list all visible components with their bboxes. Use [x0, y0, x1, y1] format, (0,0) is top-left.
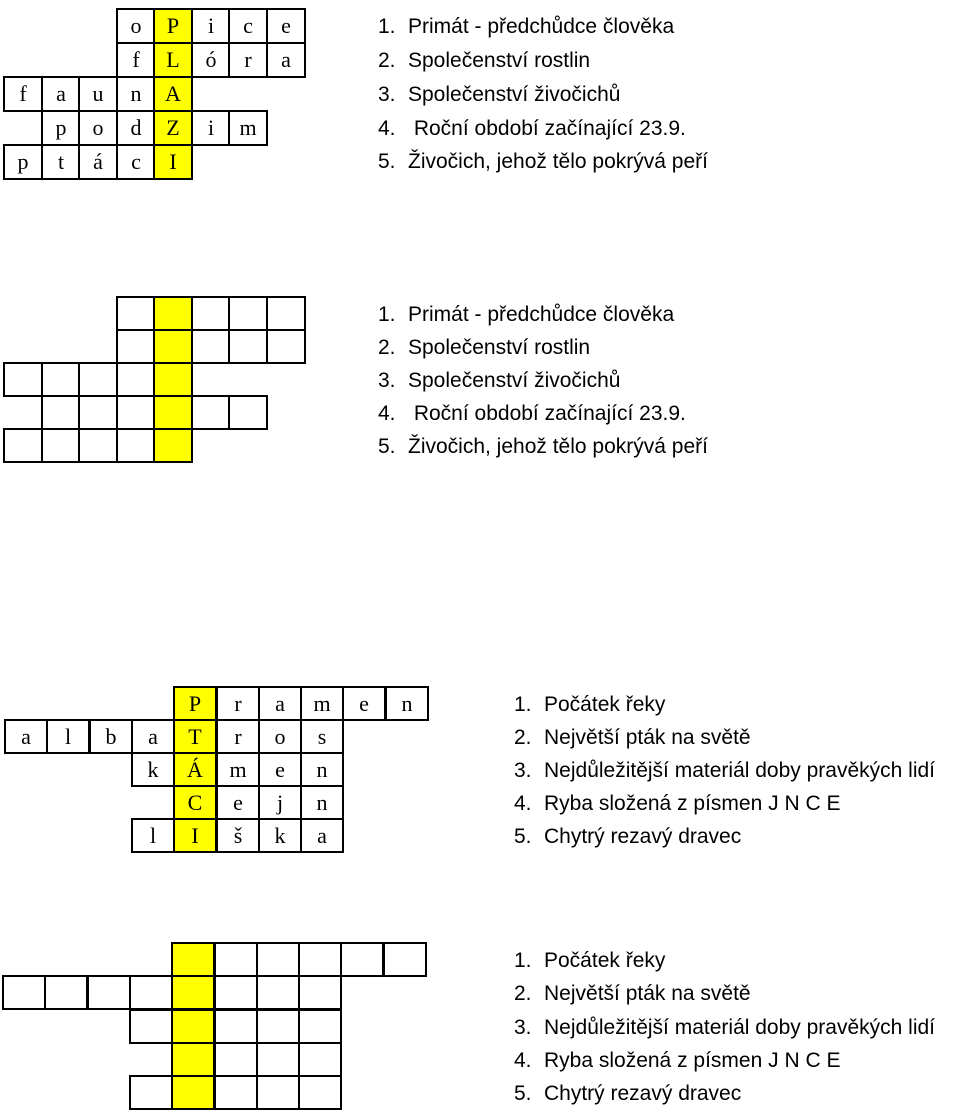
clue-number: 4.: [378, 117, 396, 140]
cell-letter: r: [244, 47, 252, 72]
cell-letter: a: [275, 690, 285, 716]
clue-item-1: [514, 950, 665, 971]
cell-letter: k: [147, 756, 159, 782]
grid-cell-r3-c6: [216, 752, 260, 787]
cell-letter: Z: [166, 115, 180, 140]
grid-cell-r1-c7[interactable]: [228, 296, 268, 331]
cell-letter: a: [317, 822, 327, 848]
grid-cell-r2-c7: [228, 42, 268, 78]
grid-cell-r2-c3: [89, 719, 133, 754]
grid-cell-r5-c4[interactable]: [129, 1075, 173, 1110]
grid-cell-r2-c2: [46, 719, 90, 754]
clue-number: 5.: [378, 435, 396, 458]
cell-letter: T: [188, 723, 202, 749]
cell-letter: f: [19, 81, 27, 106]
grid-cell-r3-c3[interactable]: [78, 362, 118, 397]
cell-letter: t: [57, 149, 65, 174]
grid-cell-r1-c8[interactable]: [298, 942, 342, 977]
key-cell-r5-c5[interactable]: [153, 428, 193, 463]
clue-text: Roční období začínající 23.9.: [408, 402, 686, 425]
grid-cell-r1-c7: [258, 686, 302, 721]
cell-letter: a: [281, 47, 291, 72]
grid-cell-r4-c8[interactable]: [298, 1042, 342, 1077]
key-cell-r4-c5[interactable]: [153, 395, 193, 430]
clue-number: 2.: [514, 982, 532, 1005]
grid-cell-r2-c4: [116, 42, 156, 78]
key-cell-r3-c5: [153, 76, 193, 112]
cell-letter: e: [275, 756, 285, 782]
grid-cell-r1-c9: [342, 686, 386, 721]
grid-cell-r3-c8[interactable]: [298, 1009, 342, 1044]
grid-cell-r3-c7[interactable]: [256, 1009, 300, 1044]
cell-letter: n: [401, 690, 413, 716]
clue-text: Ryba složená z písmen J N C E: [544, 1049, 841, 1072]
clue-item-4: [514, 793, 840, 814]
grid-cell-r1-c8: [300, 686, 344, 721]
clue-item-2: [378, 50, 590, 71]
grid-cell-r5-c1: [3, 144, 43, 180]
grid-cell-r1-c9[interactable]: [340, 942, 384, 977]
grid-cell-r4-c3: [78, 110, 118, 146]
clue-text: Společenství rostlin: [408, 336, 591, 359]
key-cell-r5-c5: [173, 818, 217, 853]
grid-cell-r5-c6: [216, 818, 260, 853]
grid-cell-r4-c7[interactable]: [256, 1042, 300, 1077]
clue-number: 1.: [378, 15, 396, 38]
grid-cell-r3-c4: [131, 752, 175, 787]
clue-text: Společenství rostlin: [408, 49, 591, 72]
clue-item-3: [514, 760, 935, 781]
grid-cell-r1-c7[interactable]: [256, 942, 300, 977]
grid-cell-r4-c2[interactable]: [41, 395, 81, 430]
cell-letter: a: [56, 81, 66, 106]
key-cell-r1-c5: [153, 8, 193, 44]
grid-cell-r2-c1[interactable]: [2, 975, 46, 1010]
grid-cell-r4-c6: [191, 110, 231, 146]
grid-cell-r2-c8[interactable]: [266, 329, 306, 364]
clue-number: 2.: [378, 49, 396, 72]
clue-item-1: [378, 16, 674, 37]
key-cell-r4-c5[interactable]: [171, 1042, 215, 1077]
grid-cell-r5-c7[interactable]: [256, 1075, 300, 1110]
clue-text: Primát - předchůdce člověka: [408, 15, 675, 38]
grid-cell-r2-c4: [131, 719, 175, 754]
grid-cell-r2-c4[interactable]: [116, 329, 156, 364]
cell-letter: n: [316, 789, 328, 815]
cell-letter: a: [21, 723, 31, 749]
cell-letter: o: [274, 723, 286, 749]
grid-cell-r3-c4[interactable]: [129, 1009, 173, 1044]
grid-cell-r4-c8: [300, 785, 344, 820]
clue-text: Primát - předchůdce člověka: [408, 303, 675, 326]
key-cell-r1-c5[interactable]: [153, 296, 193, 331]
grid-cell-r5-c3: [78, 144, 118, 180]
cell-letter: m: [229, 756, 247, 782]
cell-letter: C: [187, 789, 203, 815]
grid-cell-r3-c8: [300, 752, 344, 787]
key-cell-r4-c5: [173, 785, 217, 820]
grid-cell-r5-c2[interactable]: [41, 428, 81, 463]
cell-letter: l: [149, 822, 157, 848]
cell-letter: m: [239, 115, 257, 140]
grid-cell-r3-c7: [258, 752, 302, 787]
cell-letter: n: [130, 81, 142, 106]
grid-cell-r5-c4: [116, 144, 156, 180]
key-cell-r1-c5: [173, 686, 217, 721]
grid-cell-r5-c4[interactable]: [116, 428, 156, 463]
cell-letter: e: [233, 789, 243, 815]
cell-letter: c: [243, 13, 253, 38]
grid-cell-r5-c6[interactable]: [214, 1075, 258, 1110]
cell-letter: I: [191, 822, 199, 848]
key-cell-r5-c5[interactable]: [171, 1075, 215, 1110]
clue-text: Nejdůležitější materiál doby pravěkých lidí: [544, 759, 936, 782]
clue-number: 5.: [514, 1082, 532, 1105]
clue-text: Společenství živočichů: [408, 369, 621, 392]
clue-text: Společenství živočichů: [408, 83, 621, 106]
grid-cell-r2-c4[interactable]: [129, 975, 173, 1010]
grid-cell-r2-c7[interactable]: [256, 975, 300, 1010]
clue-text: Největší pták na světě: [544, 726, 751, 749]
grid-cell-r5-c4: [131, 818, 175, 853]
clue-number: 3.: [514, 1016, 532, 1039]
clue-number: 4.: [514, 792, 532, 815]
grid-cell-r3-c6[interactable]: [214, 1009, 258, 1044]
clue-text: Počátek řeky: [544, 949, 666, 972]
cell-letter: r: [234, 723, 242, 749]
grid-cell-r1-c10[interactable]: [383, 942, 427, 977]
grid-cell-r4-c6[interactable]: [214, 1042, 258, 1077]
key-cell-r2-c5: [153, 42, 193, 78]
cell-letter: r: [234, 690, 242, 716]
grid-cell-r2-c6: [191, 42, 231, 78]
grid-cell-r4-c4: [116, 110, 156, 146]
clue-item-1: [514, 694, 665, 715]
cell-letter: s: [317, 723, 327, 749]
cell-letter: m: [313, 690, 331, 716]
grid-cell-r1-c8[interactable]: [266, 296, 306, 331]
clue-number: 2.: [514, 726, 532, 749]
clue-text: Ryba složená z písmen J N C E: [544, 792, 841, 815]
key-cell-r3-c5[interactable]: [153, 362, 193, 397]
key-cell-r2-c5[interactable]: [153, 329, 193, 364]
clue-number: 5.: [378, 150, 396, 173]
cell-letter: e: [281, 13, 291, 38]
key-cell-r2-c5: [173, 719, 217, 754]
clue-item-2: [514, 727, 751, 748]
grid-cell-r3-c3: [78, 76, 118, 112]
clue-text: Živočich, jehož tělo pokrývá peří: [408, 150, 708, 173]
key-cell-r2-c5[interactable]: [171, 975, 215, 1010]
clue-number: 1.: [378, 303, 396, 326]
grid-cell-r2-c8: [300, 719, 344, 754]
clue-number: 1.: [514, 949, 532, 972]
clue-item-3: [514, 1017, 935, 1038]
clue-item-3: [378, 370, 620, 391]
key-cell-r3-c5[interactable]: [171, 1009, 215, 1044]
key-cell-r1-c5[interactable]: [171, 942, 215, 977]
grid-cell-r2-c7: [258, 719, 302, 754]
cell-letter: i: [207, 115, 215, 140]
grid-cell-r3-c2: [41, 76, 81, 112]
grid-cell-r1-c4[interactable]: [116, 296, 156, 331]
cell-letter: n: [316, 756, 328, 782]
cell-letter: o: [130, 13, 142, 38]
grid-cell-r4-c4[interactable]: [116, 395, 156, 430]
cell-letter: o: [92, 115, 104, 140]
grid-cell-r3-c2[interactable]: [41, 362, 81, 397]
grid-cell-r3-c1: [3, 76, 43, 112]
clue-item-5: [378, 436, 708, 457]
grid-cell-r4-c6[interactable]: [191, 395, 231, 430]
clue-item-2: [514, 983, 751, 1004]
clue-number: 1.: [514, 693, 532, 716]
clue-text: Nejdůležitější materiál doby pravěkých lidí: [544, 1016, 936, 1039]
cell-letter: p: [17, 149, 29, 174]
grid-cell-r2-c2[interactable]: [44, 975, 88, 1010]
grid-cell-r2-c8[interactable]: [298, 975, 342, 1010]
grid-cell-r1-c4: [116, 8, 156, 44]
grid-cell-r2-c6: [216, 719, 260, 754]
cell-letter: e: [359, 690, 369, 716]
cell-letter: ó: [205, 47, 217, 72]
grid-cell-r2-c7[interactable]: [228, 329, 268, 364]
clue-text: Největší pták na světě: [544, 982, 751, 1005]
clue-number: 4.: [514, 1049, 532, 1072]
clue-item-5: [514, 1083, 741, 1104]
clue-item-5: [378, 151, 708, 172]
cell-letter: L: [166, 47, 180, 72]
cell-letter: b: [105, 723, 117, 749]
cell-letter: I: [169, 149, 177, 174]
grid-cell-r2-c6[interactable]: [214, 975, 258, 1010]
cell-letter: i: [207, 13, 215, 38]
clue-text: Chytrý rezavý dravec: [544, 825, 742, 848]
grid-cell-r2-c6[interactable]: [191, 329, 231, 364]
clue-number: 4.: [378, 402, 396, 425]
grid-cell-r1-c7: [228, 8, 268, 44]
clue-text: Počátek řeky: [544, 693, 666, 716]
cell-letter: á: [93, 149, 103, 174]
clue-item-5: [514, 826, 741, 847]
grid-cell-r4-c3[interactable]: [78, 395, 118, 430]
key-cell-r5-c5: [153, 144, 193, 180]
grid-cell-r3-c1[interactable]: [3, 362, 43, 397]
clue-item-4: [378, 403, 686, 424]
clue-number: 3.: [378, 83, 396, 106]
cell-letter: p: [55, 115, 67, 140]
grid-cell-r4-c7[interactable]: [228, 395, 268, 430]
grid-cell-r1-c6: [216, 686, 260, 721]
cell-letter: k: [274, 822, 286, 848]
clue-text: Chytrý rezavý dravec: [544, 1082, 742, 1105]
clue-number: 3.: [378, 369, 396, 392]
grid-cell-r4-c7: [258, 785, 302, 820]
grid-cell-r1-c10: [385, 686, 429, 721]
cell-letter: u: [92, 81, 104, 106]
clue-text: Roční období začínající 23.9.: [408, 117, 686, 140]
cell-letter: f: [132, 47, 140, 72]
grid-cell-r1-c6[interactable]: [214, 942, 258, 977]
grid-cell-r2-c3[interactable]: [87, 975, 131, 1010]
clue-number: 3.: [514, 759, 532, 782]
cell-letter: c: [131, 149, 141, 174]
grid-cell-r1-c8: [266, 8, 306, 44]
grid-cell-r4-c7: [228, 110, 268, 146]
clue-item-1: [378, 304, 674, 325]
cell-letter: A: [165, 81, 181, 106]
grid-cell-r2-c8: [266, 42, 306, 78]
cell-letter: Á: [187, 756, 203, 782]
grid-cell-r5-c7: [258, 818, 302, 853]
grid-cell-r1-c6: [191, 8, 231, 44]
grid-cell-r4-c6: [216, 785, 260, 820]
clue-number: 2.: [378, 336, 396, 359]
grid-cell-r5-c3[interactable]: [78, 428, 118, 463]
grid-cell-r5-c8: [300, 818, 344, 853]
cell-letter: d: [130, 115, 142, 140]
grid-cell-r1-c6[interactable]: [191, 296, 231, 331]
clue-item-3: [378, 84, 620, 105]
cell-letter: š: [233, 822, 243, 848]
cell-letter: l: [64, 723, 72, 749]
grid-cell-r2-c1: [4, 719, 48, 754]
cell-letter: a: [148, 723, 158, 749]
grid-cell-r4-c2: [41, 110, 81, 146]
clue-item-4: [514, 1050, 840, 1071]
cell-letter: j: [276, 789, 284, 815]
grid-cell-r5-c1[interactable]: [3, 428, 43, 463]
clue-item-2: [378, 337, 590, 358]
clue-item-4: [378, 118, 686, 139]
grid-cell-r5-c8[interactable]: [298, 1075, 342, 1110]
cell-letter: P: [166, 13, 180, 38]
cell-letter: P: [188, 690, 202, 716]
clue-number: 5.: [514, 825, 532, 848]
key-cell-r3-c5: [173, 752, 217, 787]
grid-cell-r3-c4[interactable]: [116, 362, 156, 397]
grid-cell-r5-c2: [41, 144, 81, 180]
grid-cell-r3-c4: [116, 76, 156, 112]
clue-text: Živočich, jehož tělo pokrývá peří: [408, 435, 708, 458]
key-cell-r4-c5: [153, 110, 193, 146]
